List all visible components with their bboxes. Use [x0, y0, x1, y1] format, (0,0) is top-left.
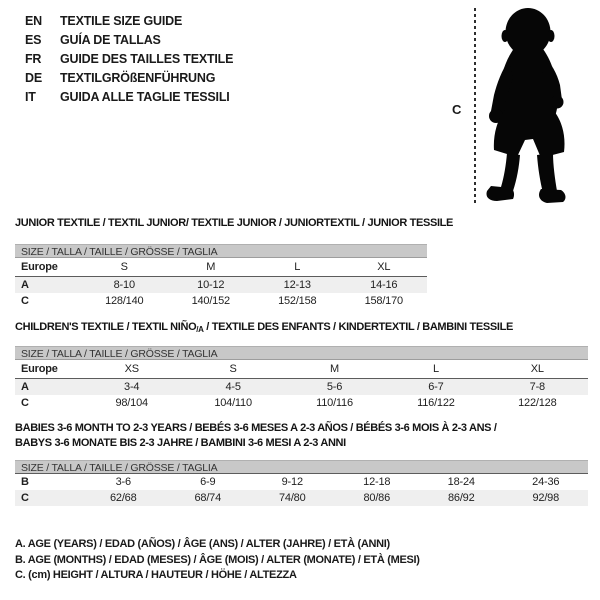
table-row: [15, 293, 427, 309]
cell-value: 104/110: [214, 397, 252, 409]
language-code: ES: [25, 32, 42, 47]
language-code: IT: [25, 89, 36, 104]
cell-value: 24-36: [532, 476, 560, 488]
language-row-de: [25, 68, 233, 87]
cell-value: 68/74: [194, 492, 222, 504]
size-column: XS: [124, 363, 139, 375]
size-column: XL: [377, 261, 391, 273]
size-column: XL: [530, 363, 544, 375]
measurement-legend: [15, 537, 420, 584]
children-size-table: [15, 346, 588, 411]
size-header-band: SIZE / TALLA / TAILLE / GRÖSSE / TAGLIA: [15, 460, 588, 474]
row-label: A: [21, 381, 29, 393]
cell-value: 6-7: [428, 381, 444, 393]
cell-value: 4-5: [225, 381, 241, 393]
cell-value: 80/86: [363, 492, 391, 504]
cell-value: 74/80: [278, 492, 306, 504]
language-title: TEXTILE SIZE GUIDE: [60, 13, 183, 28]
height-measure-dashed-line: [474, 8, 476, 206]
cell-value: 9-12: [281, 476, 303, 488]
cell-value: 116/122: [417, 397, 455, 409]
language-list: [25, 11, 233, 106]
cell-value: 140/152: [191, 295, 230, 307]
language-code: DE: [25, 70, 42, 85]
language-row-it: [25, 87, 233, 106]
junior-size-table: [15, 244, 427, 309]
language-title: TEXTILGRÖßENFÜHRUNG: [60, 70, 216, 85]
height-measure-label: C: [452, 102, 462, 117]
size-column: S: [229, 363, 237, 375]
language-code: EN: [25, 13, 42, 28]
cell-value: 12-13: [283, 279, 311, 291]
row-label: B: [21, 476, 29, 488]
size-header-band: SIZE / TALLA / TAILLE / GRÖSSE / TAGLIA: [15, 244, 427, 258]
language-code: FR: [25, 51, 42, 66]
row-label: A: [21, 279, 29, 291]
language-row-en: [25, 11, 233, 30]
table-row: [15, 474, 588, 490]
table-row: [15, 277, 427, 293]
legend-line-a: A. AGE (YEARS) / EDAD (AÑOS) / ÂGE (ANS) / ALTER (JAHRE) / ETÀ (ANNI): [15, 538, 390, 550]
cell-value: 122/128: [518, 397, 557, 409]
language-row-es: [25, 30, 233, 49]
region-label: Europe: [21, 363, 58, 375]
cell-value: 86/92: [447, 492, 475, 504]
children-title-subscript: /A: [196, 325, 204, 334]
toddler-silhouette-image: [479, 5, 579, 207]
cell-value: 62/68: [109, 492, 137, 504]
row-label: C: [21, 295, 29, 307]
language-row-fr: [25, 49, 233, 68]
babies-title-line2: BABYS 3-6 MONATE BIS 2-3 JAHRE / BAMBINI 3-6 MESI A 2-3 ANNI: [15, 437, 346, 449]
table-row: [15, 490, 588, 506]
cell-value: 128/140: [105, 295, 144, 307]
cell-value: 110/116: [316, 397, 353, 409]
size-column: L: [294, 261, 301, 273]
table-row: [15, 379, 588, 395]
legend-line-b: B. AGE (MONTHS) / EDAD (MESES) / ÂGE (MOIS) / ALTER (MONATE) / ETÀ (MESI): [15, 553, 420, 566]
cell-value: 6-9: [200, 476, 216, 488]
babies-size-table: [15, 460, 588, 506]
cell-value: 8-10: [113, 279, 135, 291]
size-column: M: [206, 261, 216, 273]
region-label: Europe: [21, 261, 58, 273]
babies-section-title: [15, 421, 497, 451]
size-column: S: [120, 261, 128, 273]
cell-value: 92/98: [532, 492, 560, 504]
cell-value: 10-12: [197, 279, 225, 291]
children-section-title: [15, 321, 513, 334]
column-header-row: [15, 258, 427, 277]
children-title-suffix: / TEXTILE DES ENFANTS / KINDERTEXTIL / BAMBINI TESSILE: [203, 321, 513, 333]
babies-title-line1: BABIES 3-6 MONTH TO 2-3 YEARS / BEBÉS 3-6 MESES A 2-3 AÑOS / BÉBÉS 3-6 MOIS À 2-3 ANS /: [15, 422, 497, 434]
table-row: [15, 395, 588, 411]
cell-value: 5-6: [326, 381, 343, 393]
cell-value: 152/158: [278, 295, 317, 307]
cell-value: 18-24: [447, 476, 475, 488]
cell-value: 3-6: [115, 476, 131, 488]
cell-value: 158/170: [364, 295, 403, 307]
size-column: L: [432, 363, 439, 375]
legend-line-c: C. (cm) HEIGHT / ALTURA / HAUTEUR / HÖHE / ALTEZZA: [15, 569, 297, 581]
row-label: C: [21, 397, 29, 409]
size-header-band: SIZE / TALLA / TAILLE / GRÖSSE / TAGLIA: [15, 346, 588, 360]
language-title: GUIDA ALLE TAGLIE TESSILI: [60, 89, 230, 104]
column-header-row: [15, 360, 588, 379]
row-label: C: [21, 492, 29, 504]
size-column: M: [330, 363, 339, 375]
junior-section-title: JUNIOR TEXTILE / TEXTIL JUNIOR/ TEXTILE JUNIOR / JUNIORTEXTIL / JUNIOR TESSILE: [15, 217, 454, 229]
cell-value: 7-8: [529, 381, 545, 393]
cell-value: 98/104: [115, 397, 148, 409]
children-title-prefix: CHILDREN'S TEXTILE / TEXTIL NIÑO: [15, 321, 197, 333]
language-title: GUÍA DE TALLAS: [60, 32, 161, 47]
cell-value: 14-16: [370, 279, 398, 291]
cell-value: 12-18: [363, 476, 391, 488]
cell-value: 3-4: [124, 381, 140, 393]
language-title: GUIDE DES TAILLES TEXTILE: [60, 51, 234, 66]
